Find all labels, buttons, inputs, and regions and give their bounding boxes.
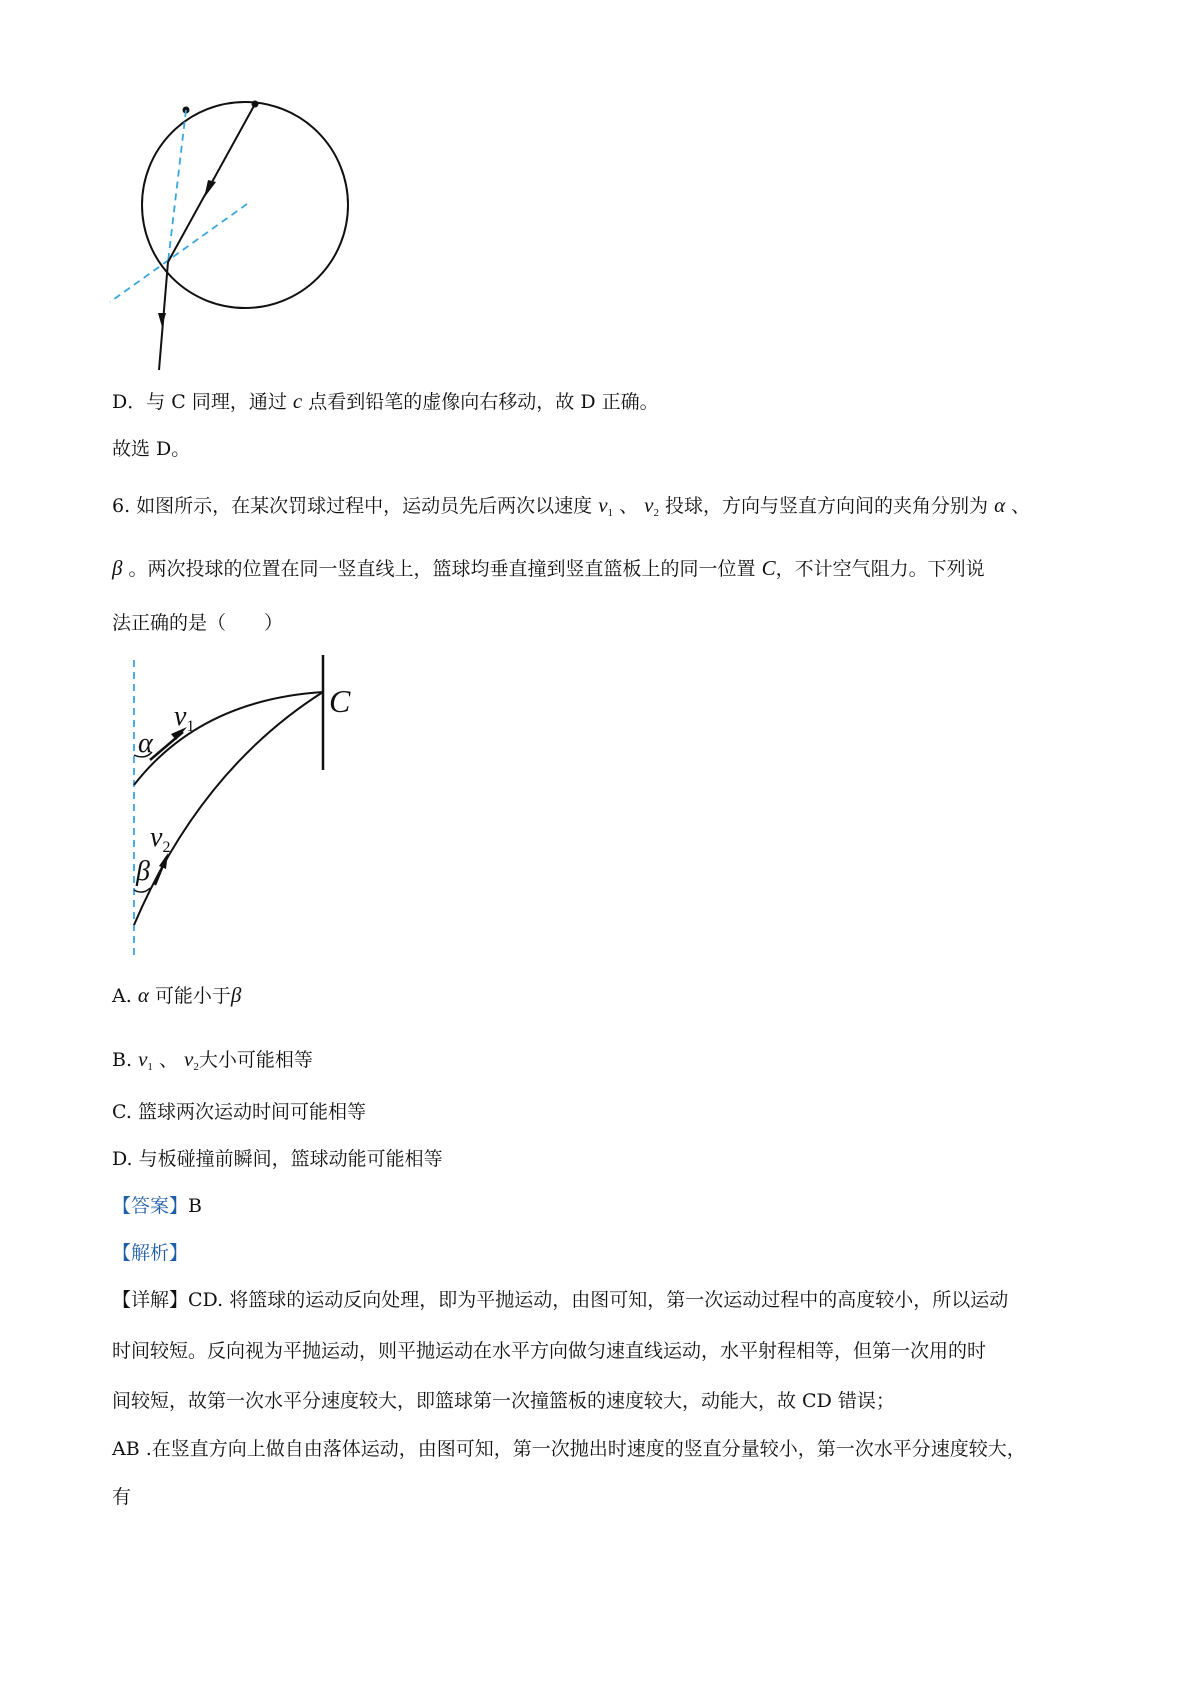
q6-line3: 法正确的是（ ） bbox=[112, 612, 284, 634]
label-alpha: α bbox=[138, 728, 153, 759]
option-c: C. 篮球两次运动时间可能相等 bbox=[112, 1101, 366, 1123]
label-c: C bbox=[329, 683, 351, 719]
answer-label: 【答案】 bbox=[112, 1195, 189, 1217]
label-beta: β bbox=[136, 856, 150, 887]
answer-value: B bbox=[188, 1195, 202, 1217]
detail-line-3: 间较短，故第一次水平分速度较大，即篮球第一次撞篮板的速度较大，动能大，故 CD 错误； bbox=[112, 1390, 895, 1412]
option-d: D. 与板碰撞前瞬间，篮球动能可能相等 bbox=[112, 1148, 443, 1170]
answer-line bbox=[112, 1197, 202, 1216]
prev-conclusion: 故选 D。 bbox=[112, 438, 191, 460]
label-v2: $v_2$ bbox=[150, 822, 171, 856]
q6-line2: β 。两次投球的位置在同一竖直线上，篮球均垂直撞到竖直篮板上的同一位置 C，不计空气阻力。下列说 bbox=[112, 556, 985, 580]
q6-line1: 6. 如图所示，在某次罚球过程中，运动员先后两次以速度 $v_1$ 、 $v_2$ 投球，方向与竖直方向间的夹角分别为 α 、 bbox=[112, 493, 1031, 519]
option-a: A. α 可能小于β bbox=[112, 983, 242, 1007]
detail-line-4: AB .在竖直方向上做自由落体运动，由图可知，第一次抛出时速度的竖直分量较小，第一次水平分速度较大， bbox=[112, 1438, 1026, 1460]
detail-line-5: 有 bbox=[112, 1486, 132, 1508]
detail-line-2: 时间较短。反向视为平抛运动，则平抛运动在水平方向做匀速直线运动，水平射程相等，但第一次用的时 bbox=[112, 1340, 987, 1362]
v1-arrow-shaft bbox=[150, 732, 183, 760]
option-b: B. $v_1$ 、 $v_2$大小可能相等 bbox=[112, 1047, 313, 1073]
v2-arrow-shaft bbox=[155, 858, 166, 885]
beta-arc bbox=[134, 888, 150, 892]
label-v1: $v_1$ bbox=[174, 701, 195, 735]
trajectory-2 bbox=[134, 692, 323, 925]
analysis-label: 【解析】 bbox=[112, 1242, 189, 1264]
detail-line-1: 【详解】CD. 将篮球的运动反向处理，即为平抛运动，由图可知，第一次运动过程中的高度较小，所以运动 bbox=[112, 1289, 1009, 1311]
prev-option-d: D．与 C 同理，通过 c 点看到铅笔的虚像向右移动，故 D 正确。 bbox=[112, 389, 659, 413]
